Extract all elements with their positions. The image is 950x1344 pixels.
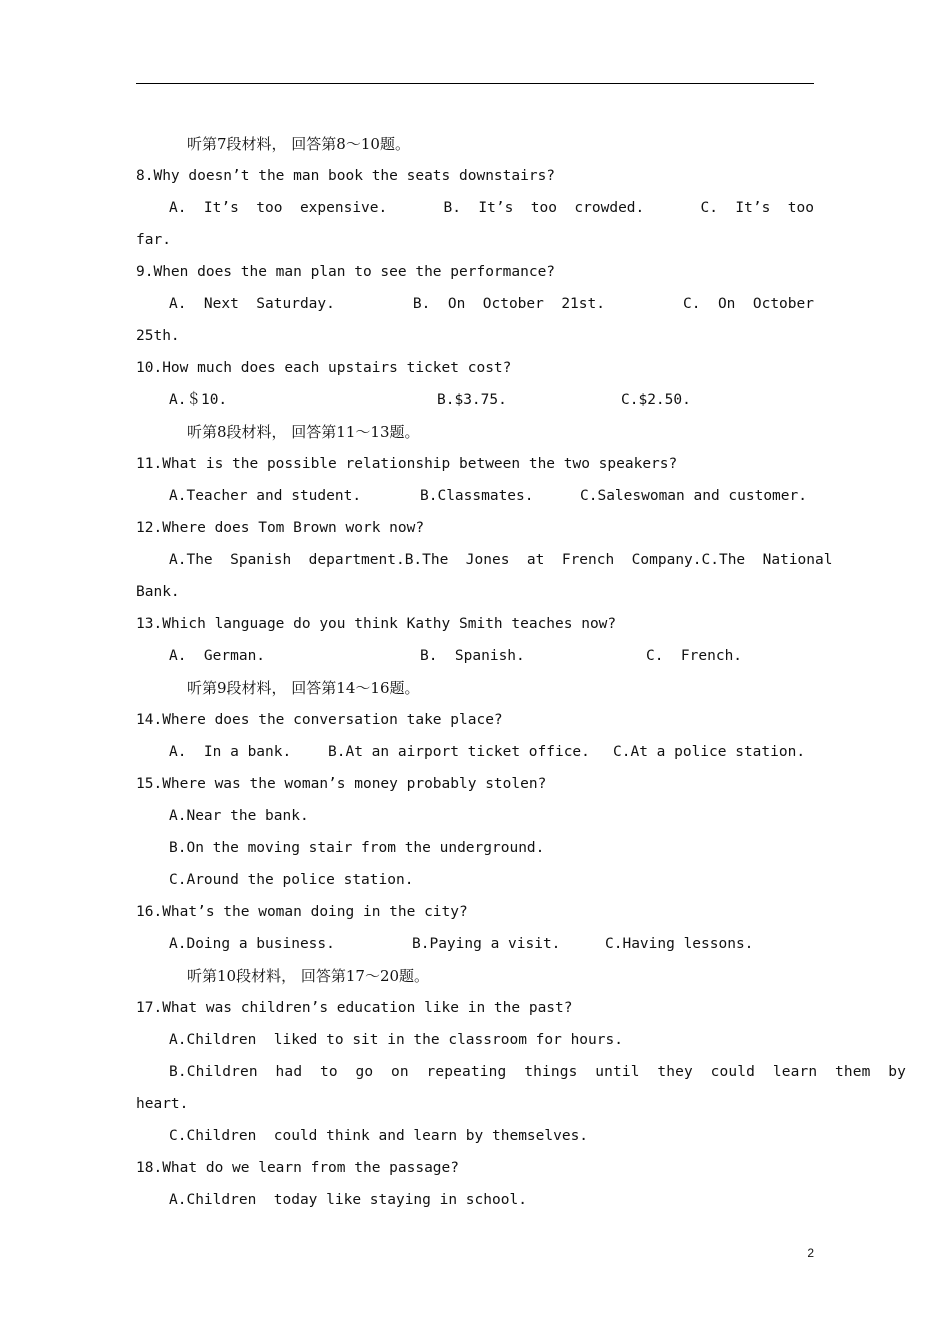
question-18-option-a: A.Children today like staying in school. [169, 1192, 527, 1208]
question-10-options [169, 384, 814, 416]
option-b: B.At an airport ticket office. [328, 744, 590, 760]
option-c: C.$2.50. [621, 392, 691, 408]
question-8: 8.Why doesn’t the man book the seats downstairs? [136, 168, 556, 184]
question-9: 9.When does the man plan to see the performance? [136, 264, 556, 280]
question-17-option-c: C.Children could think and learn by themselves. [169, 1128, 589, 1144]
section-heading-10: 听第10段材料， 回答第17～20题。 [187, 967, 430, 985]
question-15-option-a: A.Near the bank. [169, 808, 309, 824]
option-c: C.At a police station. [613, 744, 806, 760]
question-13: 13.Which language do you think Kathy Smith teaches now? [136, 616, 617, 632]
section-heading-9: 听第9段材料， 回答第14～16题。 [187, 679, 420, 697]
question-17-option-a: A.Children liked to sit in the classroom for hours. [169, 1032, 623, 1048]
question-8-options [169, 192, 814, 224]
header-rule [136, 83, 814, 84]
option-b: B.Classmates. [420, 488, 534, 504]
option-a: A.The Spanish department. [169, 552, 405, 568]
section-heading-7: 听第7段材料， 回答第8～10题。 [187, 135, 410, 153]
option-c: C.The National [701, 552, 833, 568]
question-12-option-continuation: Bank. [136, 584, 180, 600]
option-c: C. It’s too [700, 200, 814, 216]
option-a: A.Doing a business. [169, 936, 335, 952]
option-a: A. Next Saturday. [169, 296, 335, 312]
question-10: 10.How much does each upstairs ticket cost? [136, 360, 512, 376]
question-17-option-b-continuation: heart. [136, 1096, 189, 1112]
option-b: B. Spanish. [420, 648, 525, 664]
question-18: 18.What do we learn from the passage? [136, 1160, 460, 1176]
option-c: C.Saleswoman and customer. [580, 488, 807, 504]
option-c: C. On October [683, 296, 814, 312]
question-12: 12.Where does Tom Brown work now? [136, 520, 425, 536]
option-a: A.＄10. [169, 392, 228, 408]
question-11-options [169, 480, 814, 512]
question-14: 14.Where does the conversation take place? [136, 712, 503, 728]
question-9-options [169, 288, 814, 320]
option-b: B.Paying a visit. [412, 936, 561, 952]
option-a: A. It’s too expensive. [169, 200, 388, 216]
section-heading-8: 听第8段材料， 回答第11～13题。 [187, 423, 420, 441]
option-b: B.$3.75. [437, 392, 507, 408]
page-number: 2 [807, 1246, 814, 1260]
question-12-options [169, 544, 833, 576]
option-b: B. It’s too crowded. [443, 200, 645, 216]
question-9-option-continuation: 25th. [136, 328, 180, 344]
question-11: 11.What is the possible relationship between the two speakers? [136, 456, 678, 472]
question-14-options [169, 736, 814, 768]
question-17-option-b: B.Children had to go on repeating things until they could learn them by [169, 1064, 907, 1080]
question-15: 15.Where was the woman’s money probably stolen? [136, 776, 547, 792]
option-b: B.The Jones at French Company. [404, 552, 702, 568]
option-b: B. On October 21st. [412, 296, 605, 312]
option-a: A.Teacher and student. [169, 488, 362, 504]
option-c: C.Having lessons. [605, 936, 754, 952]
option-a: A. In a bank. [169, 744, 292, 760]
question-15-option-c: C.Around the police station. [169, 872, 414, 888]
option-c: C. French. [646, 648, 743, 664]
question-8-option-continuation: far. [136, 232, 171, 248]
question-13-options [169, 640, 814, 672]
question-17: 17.What was children’s education like in the past? [136, 1000, 573, 1016]
question-16-options [169, 928, 814, 960]
question-16: 16.What’s the woman doing in the city? [136, 904, 468, 920]
question-15-option-b: B.On the moving stair from the underground. [169, 840, 545, 856]
option-a: A. German. [169, 648, 266, 664]
